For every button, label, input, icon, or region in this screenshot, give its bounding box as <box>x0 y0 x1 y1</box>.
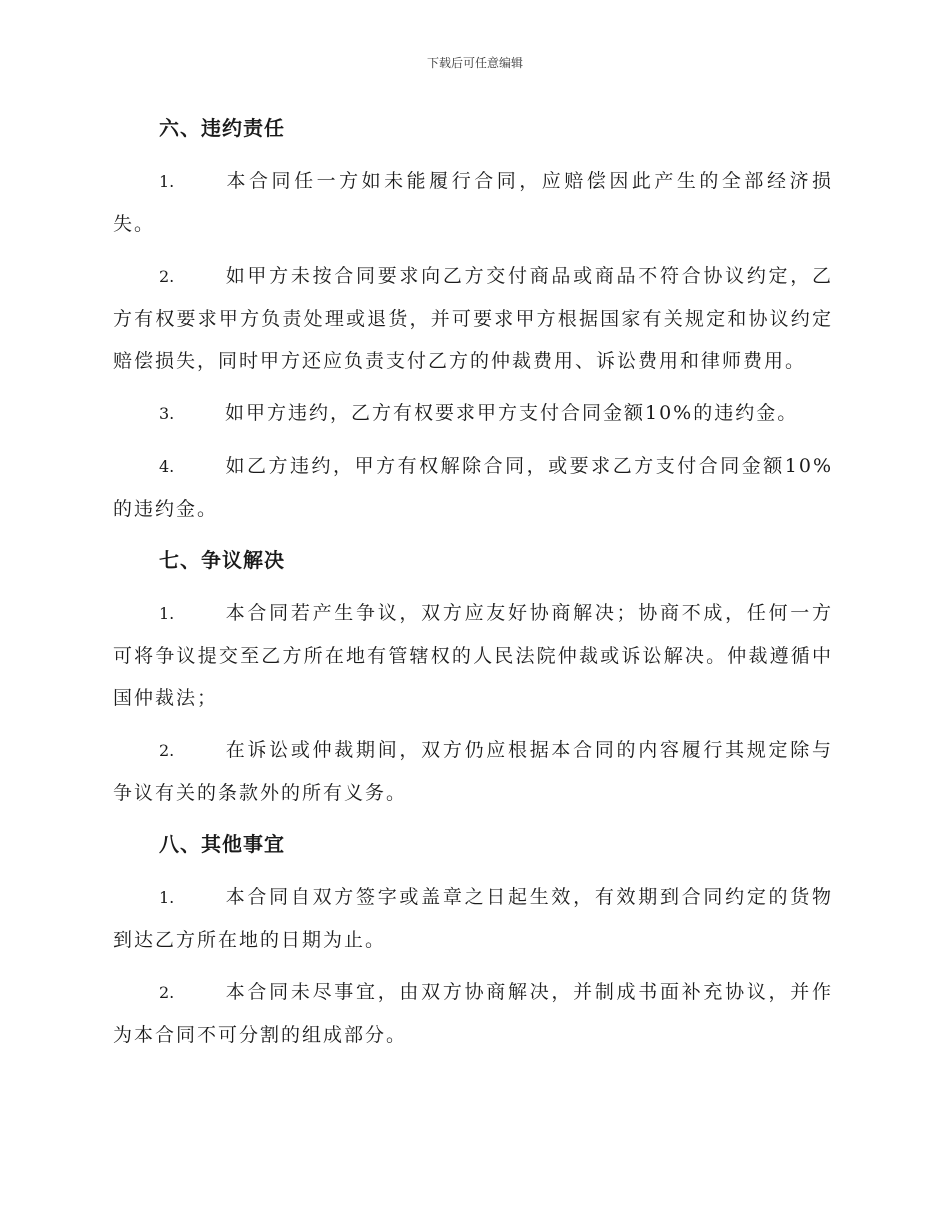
section-breach-liability <box>113 108 833 530</box>
clause-number: 2. <box>159 983 175 1002</box>
clause-item <box>113 255 833 382</box>
clause-number: 2. <box>159 741 175 760</box>
clause-number: 1. <box>159 888 175 907</box>
section-other-matters <box>113 824 833 1056</box>
section-dispute-resolution <box>113 540 833 814</box>
clause-text: 本合同自双方签字或盖章之日起生效，有效期到合同约定的货物到达乙方所在地的日期为止。 <box>113 886 833 951</box>
clause-text: 本合同若产生争议，双方应友好协商解决；协商不成，任何一方可将争议提交至乙方所在地有管辖权的人民法院仲裁或诉讼解决。仲裁遵循中国仲裁法； <box>113 602 833 709</box>
section-title: 八、其他事宜 <box>159 832 285 856</box>
clause-number: 1. <box>159 172 175 191</box>
clause-item <box>113 971 833 1056</box>
clause-item <box>113 392 833 435</box>
clause-text: 如甲方违约，乙方有权要求甲方支付合同金额10%的违约金。 <box>225 402 799 424</box>
clause-item <box>113 445 833 530</box>
clause-text: 如乙方违约，甲方有权解除合同，或要求乙方支付合同金额10%的违约金。 <box>113 455 833 520</box>
header-note: 下载后可任意编辑 <box>426 56 523 70</box>
section-title: 七、争议解决 <box>159 548 285 572</box>
clause-number: 4. <box>159 457 175 476</box>
clause-text: 本合同任一方如未能履行合同，应赔偿因此产生的全部经济损失。 <box>113 170 833 235</box>
clause-text: 本合同未尽事宜，由双方协商解决，并制成书面补充协议，并作为本合同不可分割的组成部分。 <box>113 981 833 1046</box>
clause-item <box>113 729 833 814</box>
clause-text: 如甲方未按合同要求向乙方交付商品或商品不符合协议约定，乙方有权要求甲方负责处理或退货，并可要求甲方根据国家有关规定和协议约定赔偿损失，同时甲方还应负责支付乙方的仲裁费用、诉讼费用和律师费用。 <box>113 265 833 372</box>
clause-number: 1. <box>159 604 175 623</box>
document-body <box>113 108 833 1066</box>
clause-number: 2. <box>159 267 175 286</box>
clause-text: 在诉讼或仲裁期间，双方仍应根据本合同的内容履行其规定除与争议有关的条款外的所有义务。 <box>113 739 833 804</box>
section-title: 六、违约责任 <box>159 116 285 140</box>
clause-item <box>113 160 833 245</box>
clause-number: 3. <box>159 404 175 423</box>
clause-item <box>113 876 833 961</box>
clause-item <box>113 592 833 719</box>
